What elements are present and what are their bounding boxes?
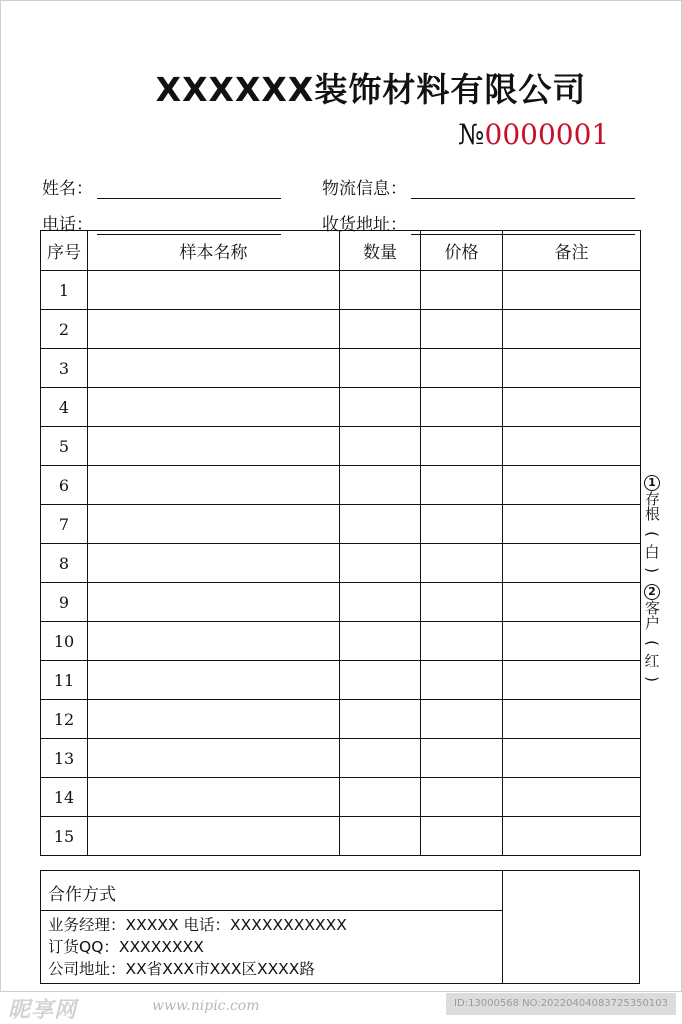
row-sample-name-cell[interactable] bbox=[88, 739, 340, 778]
row-remarks-cell[interactable] bbox=[503, 271, 641, 310]
phone-label: 电话： bbox=[42, 215, 93, 235]
row-remarks-cell[interactable] bbox=[503, 700, 641, 739]
row-price-cell[interactable] bbox=[421, 817, 503, 856]
table-row bbox=[41, 739, 641, 778]
row-price-cell[interactable] bbox=[421, 544, 503, 583]
row-price-cell[interactable] bbox=[421, 661, 503, 700]
table-row bbox=[41, 817, 641, 856]
row-seq-cell: 3 bbox=[41, 349, 88, 388]
circled-number-2: 2 bbox=[644, 584, 660, 600]
row-sample-name-cell[interactable] bbox=[88, 505, 340, 544]
footer-box bbox=[40, 870, 640, 984]
logistics-field bbox=[322, 174, 635, 199]
row-price-cell[interactable] bbox=[421, 700, 503, 739]
table-row bbox=[41, 427, 641, 466]
row-quantity-cell[interactable] bbox=[340, 388, 421, 427]
row-remarks-cell[interactable] bbox=[503, 310, 641, 349]
row-seq-cell: 12 bbox=[41, 700, 88, 739]
header-quantity: 数量 bbox=[340, 231, 421, 271]
copy1-label: 存根 bbox=[643, 491, 661, 521]
row-remarks-cell[interactable] bbox=[503, 544, 641, 583]
row-sample-name-cell[interactable] bbox=[88, 271, 340, 310]
copy2-color: 红 bbox=[644, 652, 660, 670]
row-price-cell[interactable] bbox=[421, 349, 503, 388]
row-seq-cell: 15 bbox=[41, 817, 88, 856]
row-seq-cell: 6 bbox=[41, 466, 88, 505]
row-remarks-cell[interactable] bbox=[503, 466, 641, 505]
header-price: 价格 bbox=[421, 231, 503, 271]
watermark-id: ID:13000568 NO:20220404083725350103 bbox=[446, 993, 676, 1015]
row-sample-name-cell[interactable] bbox=[88, 427, 340, 466]
name-label: 姓名： bbox=[42, 179, 93, 199]
table-row bbox=[41, 310, 641, 349]
row-sample-name-cell[interactable] bbox=[88, 388, 340, 427]
row-remarks-cell[interactable] bbox=[503, 349, 641, 388]
table-row bbox=[41, 700, 641, 739]
row-quantity-cell[interactable] bbox=[340, 778, 421, 817]
company-info bbox=[41, 911, 502, 980]
copy1-text bbox=[642, 491, 662, 525]
table-row bbox=[41, 271, 641, 310]
row-sample-name-cell[interactable] bbox=[88, 622, 340, 661]
row-quantity-cell[interactable] bbox=[340, 661, 421, 700]
footer-left bbox=[41, 871, 503, 983]
paren-close: ) bbox=[643, 567, 661, 573]
row-remarks-cell[interactable] bbox=[503, 778, 641, 817]
header-remarks: 备注 bbox=[503, 231, 641, 271]
row-seq-cell: 4 bbox=[41, 388, 88, 427]
serial-prefix: № bbox=[458, 118, 485, 151]
copy-note-stub bbox=[642, 472, 662, 579]
row-seq-cell: 11 bbox=[41, 661, 88, 700]
table-row bbox=[41, 466, 641, 505]
row-seq-cell: 9 bbox=[41, 583, 88, 622]
row-quantity-cell[interactable] bbox=[340, 622, 421, 661]
paren-close: ) bbox=[643, 676, 661, 682]
table-row bbox=[41, 388, 641, 427]
row-quantity-cell[interactable] bbox=[340, 700, 421, 739]
header-seq: 序号 bbox=[41, 231, 88, 271]
row-seq-cell: 13 bbox=[41, 739, 88, 778]
row-price-cell[interactable] bbox=[421, 739, 503, 778]
row-quantity-cell[interactable] bbox=[340, 310, 421, 349]
row-remarks-cell[interactable] bbox=[503, 622, 641, 661]
copy2-label: 客户 bbox=[643, 600, 661, 630]
row-sample-name-cell[interactable] bbox=[88, 778, 340, 817]
address-label: 收货地址： bbox=[322, 215, 407, 235]
row-remarks-cell[interactable] bbox=[503, 661, 641, 700]
table-row bbox=[41, 544, 641, 583]
manager-line: 业务经理：XXXXX 电话：XXXXXXXXXXX bbox=[48, 916, 347, 934]
row-sample-name-cell[interactable] bbox=[88, 466, 340, 505]
row-seq-cell: 7 bbox=[41, 505, 88, 544]
row-quantity-cell[interactable] bbox=[340, 505, 421, 544]
row-quantity-cell[interactable] bbox=[340, 271, 421, 310]
row-sample-name-cell[interactable] bbox=[88, 661, 340, 700]
table-row bbox=[41, 661, 641, 700]
row-seq-cell: 1 bbox=[41, 271, 88, 310]
company-title: XXXXXX装饰材料有限公司 bbox=[155, 70, 587, 109]
cooperation-label: 合作方式 bbox=[41, 871, 502, 911]
row-quantity-cell[interactable] bbox=[340, 544, 421, 583]
row-sample-name-cell[interactable] bbox=[88, 817, 340, 856]
copy-note-customer bbox=[642, 581, 662, 688]
copy1-color: 白 bbox=[644, 543, 660, 561]
row-seq-cell: 2 bbox=[41, 310, 88, 349]
paren-open: ( bbox=[643, 531, 661, 537]
row-sample-name-cell[interactable] bbox=[88, 583, 340, 622]
company-address-line: 公司地址：XX省XXX市XXX区XXXX路 bbox=[48, 960, 315, 978]
name-field bbox=[42, 174, 281, 199]
row-quantity-cell[interactable] bbox=[340, 427, 421, 466]
row-remarks-cell[interactable] bbox=[503, 388, 641, 427]
row-remarks-cell[interactable] bbox=[503, 739, 641, 778]
serial-digits: 0000001 bbox=[484, 118, 610, 151]
paren-open: ( bbox=[643, 640, 661, 646]
watermark-url: www.nipic.com bbox=[152, 998, 260, 1014]
row-remarks-cell[interactable] bbox=[503, 505, 641, 544]
name-input-line[interactable] bbox=[97, 180, 281, 199]
row-quantity-cell[interactable] bbox=[340, 349, 421, 388]
row-sample-name-cell[interactable] bbox=[88, 544, 340, 583]
row-seq-cell: 8 bbox=[41, 544, 88, 583]
logistics-input-line[interactable] bbox=[411, 180, 635, 199]
row-quantity-cell[interactable] bbox=[340, 739, 421, 778]
row-sample-name-cell[interactable] bbox=[88, 310, 340, 349]
row-price-cell[interactable] bbox=[421, 271, 503, 310]
row-seq-cell: 5 bbox=[41, 427, 88, 466]
row-seq-cell: 10 bbox=[41, 622, 88, 661]
serial-number bbox=[458, 118, 609, 151]
copy2-text bbox=[642, 600, 662, 634]
row-price-cell[interactable] bbox=[421, 388, 503, 427]
row-price-cell[interactable] bbox=[421, 583, 503, 622]
row-sample-name-cell[interactable] bbox=[88, 700, 340, 739]
row-price-cell[interactable] bbox=[421, 622, 503, 661]
table-header-row bbox=[41, 231, 641, 271]
qq-line: 订货QQ：XXXXXXXX bbox=[48, 938, 204, 956]
row-remarks-cell[interactable] bbox=[503, 427, 641, 466]
row-price-cell[interactable] bbox=[421, 505, 503, 544]
table-row bbox=[41, 505, 641, 544]
table-row bbox=[41, 622, 641, 661]
row-quantity-cell[interactable] bbox=[340, 466, 421, 505]
row-price-cell[interactable] bbox=[421, 427, 503, 466]
row-seq-cell: 14 bbox=[41, 778, 88, 817]
row-price-cell[interactable] bbox=[421, 466, 503, 505]
sample-table bbox=[40, 230, 641, 856]
logistics-label: 物流信息： bbox=[322, 179, 407, 199]
header-sample-name: 样本名称 bbox=[88, 231, 340, 271]
row-price-cell[interactable] bbox=[421, 310, 503, 349]
circled-number-1: 1 bbox=[644, 475, 660, 491]
row-price-cell[interactable] bbox=[421, 778, 503, 817]
watermark-logo: 昵享网 bbox=[8, 998, 78, 1023]
table-row bbox=[41, 778, 641, 817]
table-row bbox=[41, 349, 641, 388]
table-row bbox=[41, 583, 641, 622]
row-remarks-cell[interactable] bbox=[503, 817, 641, 856]
row-quantity-cell[interactable] bbox=[340, 817, 421, 856]
row-quantity-cell[interactable] bbox=[340, 583, 421, 622]
row-sample-name-cell[interactable] bbox=[88, 349, 340, 388]
row-remarks-cell[interactable] bbox=[503, 583, 641, 622]
